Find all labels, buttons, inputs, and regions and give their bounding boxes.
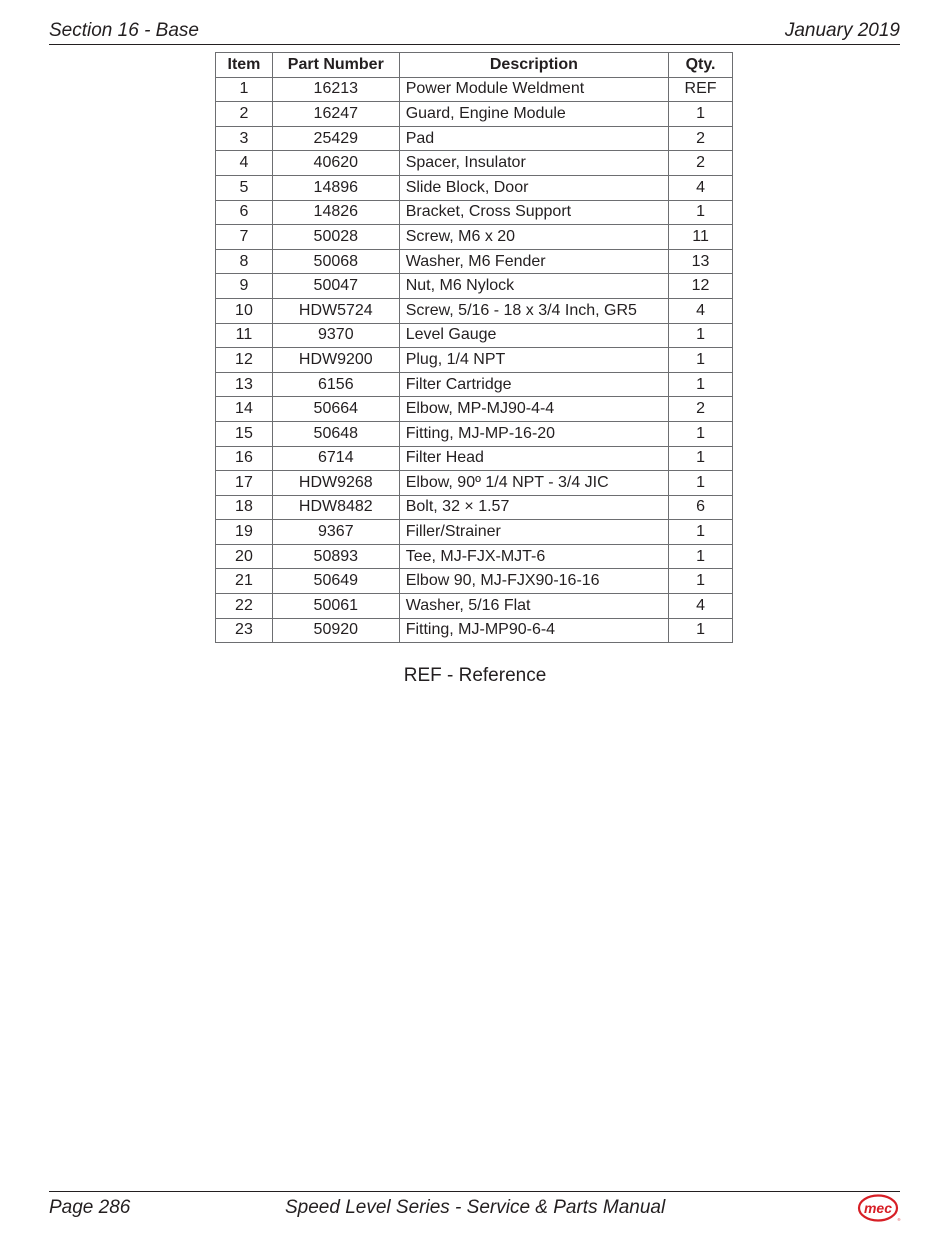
qty-cell: 4	[669, 594, 733, 619]
part-number-cell: 14896	[272, 175, 399, 200]
description-cell: Washer, M6 Fender	[399, 249, 668, 274]
qty-cell: 1	[669, 569, 733, 594]
part-number-cell: HDW9268	[272, 471, 399, 496]
part-number-cell: HDW5724	[272, 298, 399, 323]
qty-cell: 6	[669, 495, 733, 520]
item-cell: 19	[216, 520, 273, 545]
part-number-cell: 16247	[272, 102, 399, 127]
item-cell: 11	[216, 323, 273, 348]
description-cell: Screw, 5/16 - 18 x 3/4 Inch, GR5	[399, 298, 668, 323]
description-cell: Screw, M6 x 20	[399, 225, 668, 250]
logo-text: mec	[863, 1200, 893, 1216]
table-row	[216, 348, 733, 373]
table-row	[216, 175, 733, 200]
page-header	[49, 18, 900, 45]
page-footer	[49, 1191, 900, 1232]
description-cell: Filler/Strainer	[399, 520, 668, 545]
part-number-cell: 40620	[272, 151, 399, 176]
reference-note: REF - Reference	[403, 665, 547, 686]
parts-table-body	[216, 77, 733, 643]
description-cell: Pad	[399, 126, 668, 151]
item-cell: 9	[216, 274, 273, 299]
column-header-item: Item	[216, 53, 273, 78]
qty-cell: 1	[669, 520, 733, 545]
item-cell: 20	[216, 544, 273, 569]
item-cell: 3	[216, 126, 273, 151]
qty-cell: 12	[669, 274, 733, 299]
part-number-cell: HDW8482	[272, 495, 399, 520]
mec-logo	[858, 1193, 900, 1223]
item-cell: 4	[216, 151, 273, 176]
part-number-cell: 50920	[272, 618, 399, 643]
description-cell: Washer, 5/16 Flat	[399, 594, 668, 619]
part-number-cell: 50649	[272, 569, 399, 594]
table-row	[216, 274, 733, 299]
section-title: Section 16 - Base	[49, 20, 199, 41]
qty-cell: 1	[669, 618, 733, 643]
part-number-cell: HDW9200	[272, 348, 399, 373]
description-cell: Elbow, 90º 1/4 NPT - 3/4 JIC	[399, 471, 668, 496]
part-number-cell: 50028	[272, 225, 399, 250]
manual-title: Speed Level Series - Service & Parts Manual	[285, 1197, 666, 1218]
item-cell: 1	[216, 77, 273, 102]
item-cell: 14	[216, 397, 273, 422]
qty-cell: 1	[669, 200, 733, 225]
description-cell: Bracket, Cross Support	[399, 200, 668, 225]
description-cell: Fitting, MJ-MP90-6-4	[399, 618, 668, 643]
part-number-cell: 50648	[272, 421, 399, 446]
qty-cell: 1	[669, 323, 733, 348]
table-row	[216, 225, 733, 250]
part-number-cell: 16213	[272, 77, 399, 102]
qty-cell: 1	[669, 102, 733, 127]
item-cell: 6	[216, 200, 273, 225]
table-row	[216, 544, 733, 569]
qty-cell: 2	[669, 126, 733, 151]
table-row	[216, 594, 733, 619]
table-row	[216, 151, 733, 176]
item-cell: 15	[216, 421, 273, 446]
qty-cell: 13	[669, 249, 733, 274]
qty-cell: 1	[669, 372, 733, 397]
item-cell: 17	[216, 471, 273, 496]
qty-cell: REF	[669, 77, 733, 102]
description-cell: Plug, 1/4 NPT	[399, 348, 668, 373]
description-cell: Power Module Weldment	[399, 77, 668, 102]
item-cell: 16	[216, 446, 273, 471]
item-cell: 2	[216, 102, 273, 127]
description-cell: Fitting, MJ-MP-16-20	[399, 421, 668, 446]
part-number-cell: 6156	[272, 372, 399, 397]
part-number-cell: 14826	[272, 200, 399, 225]
table-row	[216, 323, 733, 348]
header-date: January 2019	[784, 20, 900, 41]
qty-cell: 11	[669, 225, 733, 250]
item-cell: 8	[216, 249, 273, 274]
table-row	[216, 249, 733, 274]
part-number-cell: 50047	[272, 274, 399, 299]
part-number-cell: 50068	[272, 249, 399, 274]
description-cell: Spacer, Insulator	[399, 151, 668, 176]
part-number-cell: 9370	[272, 323, 399, 348]
qty-cell: 4	[669, 298, 733, 323]
qty-cell: 1	[669, 446, 733, 471]
description-cell: Elbow, MP-MJ90-4-4	[399, 397, 668, 422]
table-row	[216, 126, 733, 151]
item-cell: 5	[216, 175, 273, 200]
qty-cell: 2	[669, 397, 733, 422]
part-number-cell: 25429	[272, 126, 399, 151]
qty-cell: 2	[669, 151, 733, 176]
part-number-cell: 50664	[272, 397, 399, 422]
part-number-cell: 50061	[272, 594, 399, 619]
parts-table	[215, 52, 733, 643]
column-header-description: Description	[399, 53, 668, 78]
qty-cell: 1	[669, 544, 733, 569]
item-cell: 13	[216, 372, 273, 397]
item-cell: 10	[216, 298, 273, 323]
table-row	[216, 102, 733, 127]
table-row	[216, 471, 733, 496]
table-header-row	[216, 53, 733, 78]
description-cell: Tee, MJ-FJX-MJT-6	[399, 544, 668, 569]
table-row	[216, 397, 733, 422]
table-row	[216, 569, 733, 594]
qty-cell: 1	[669, 348, 733, 373]
description-cell: Filter Cartridge	[399, 372, 668, 397]
item-cell: 22	[216, 594, 273, 619]
table-row	[216, 200, 733, 225]
part-number-cell: 50893	[272, 544, 399, 569]
page-number: Page 286	[49, 1197, 131, 1218]
part-number-cell: 9367	[272, 520, 399, 545]
column-header-part-number: Part Number	[272, 53, 399, 78]
table-row	[216, 421, 733, 446]
column-header-qty: Qty.	[669, 53, 733, 78]
description-cell: Level Gauge	[399, 323, 668, 348]
item-cell: 12	[216, 348, 273, 373]
item-cell: 21	[216, 569, 273, 594]
description-cell: Elbow 90, MJ-FJX90-16-16	[399, 569, 668, 594]
table-row	[216, 495, 733, 520]
description-cell: Bolt, 32 × 1.57	[399, 495, 668, 520]
qty-cell: 4	[669, 175, 733, 200]
description-cell: Guard, Engine Module	[399, 102, 668, 127]
qty-cell: 1	[669, 421, 733, 446]
table-row	[216, 618, 733, 643]
description-cell: Slide Block, Door	[399, 175, 668, 200]
qty-cell: 1	[669, 471, 733, 496]
table-row	[216, 372, 733, 397]
table-row	[216, 446, 733, 471]
description-cell: Filter Head	[399, 446, 668, 471]
description-cell: Nut, M6 Nylock	[399, 274, 668, 299]
item-cell: 23	[216, 618, 273, 643]
table-row	[216, 520, 733, 545]
svg-text:®: ®	[897, 1217, 901, 1222]
item-cell: 18	[216, 495, 273, 520]
item-cell: 7	[216, 225, 273, 250]
table-row	[216, 77, 733, 102]
part-number-cell: 6714	[272, 446, 399, 471]
table-row	[216, 298, 733, 323]
